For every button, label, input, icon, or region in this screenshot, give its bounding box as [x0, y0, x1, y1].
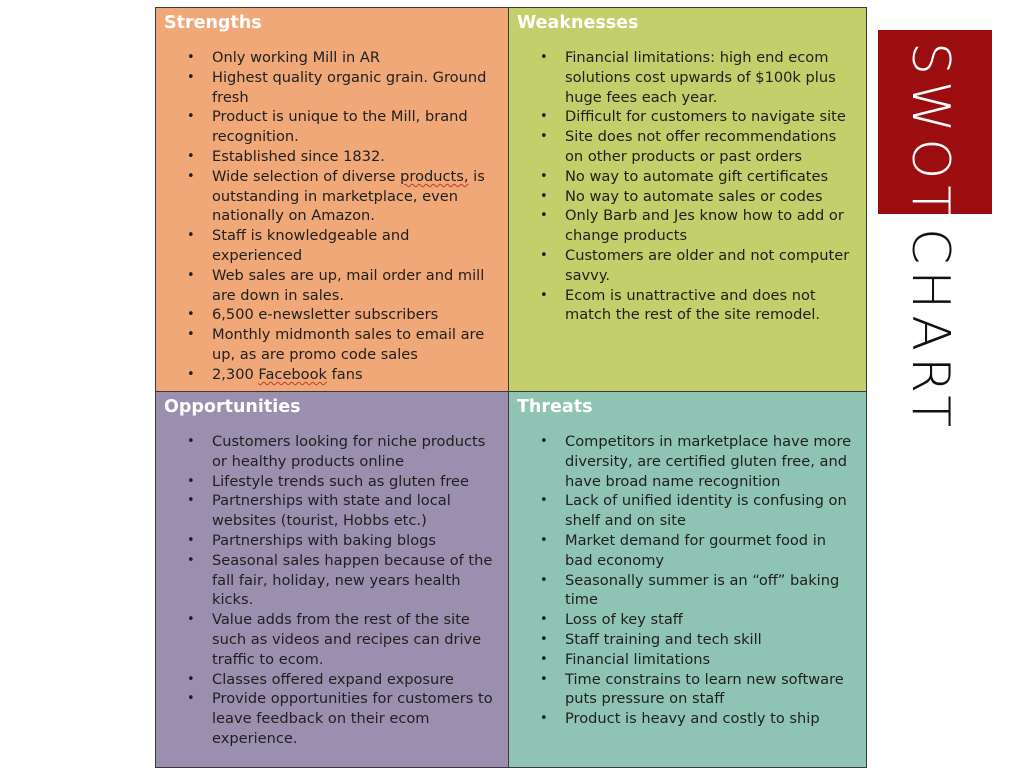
list-item: • Staff training and tech skill [537, 630, 858, 650]
list-item: • Wide selection of diverse products, is outstanding in marketplace, even nationally on Amazon. [184, 167, 500, 226]
list-item: • Site does not offer recommendations on other products or past orders [537, 127, 858, 167]
threats-quadrant [508, 391, 867, 768]
list-item: • Web sales are up, mail order and mill are down in sales. [184, 266, 500, 306]
list-item: • Partnerships with baking blogs [184, 531, 500, 551]
list-item: • Monthly midmonth sales to email are up, as are promo code sales [184, 325, 500, 365]
opportunities-title: Opportunities [164, 397, 301, 417]
list-item: • Financial limitations [537, 650, 858, 670]
list-item: • Financial limitations: high end ecom solutions cost upwards of $100k plus huge fees each year. [537, 48, 858, 107]
list-item: • Seasonal sales happen because of the fall fair, holiday, new years health kicks. [184, 551, 500, 610]
list-item: • Ecom is unattractive and does not match the rest of the site remodel. [537, 286, 858, 326]
list-item: • Staff is knowledgeable and experienced [184, 226, 500, 266]
list-item: • Seasonally summer is an “off” baking time [537, 571, 858, 611]
list-item: • Lifestyle trends such as gluten free [184, 472, 500, 492]
list-item: • Classes offered expand exposure [184, 670, 500, 690]
list-item: • Loss of key staff [537, 610, 858, 630]
opportunities-list [164, 432, 500, 749]
list-item: • Provide opportunities for customers to leave feedback on their ecom experience. [184, 689, 500, 748]
opportunities-quadrant [155, 391, 508, 768]
list-item: • Partnerships with state and local websites (tourist, Hobbs etc.) [184, 491, 500, 531]
threats-list [517, 432, 858, 729]
list-item: • Established since 1832. [184, 147, 500, 167]
list-item: • Market demand for gourmet food in bad economy [537, 531, 858, 571]
list-item: • Difficult for customers to navigate site [537, 107, 858, 127]
swot-grid [155, 7, 867, 768]
strengths-quadrant [155, 7, 508, 391]
list-item: • 2,300 Facebook fans [184, 365, 500, 385]
title-swot: SWOT [900, 42, 960, 224]
list-item: • Lack of unified identity is confusing on shelf and on site [537, 491, 858, 531]
list-item: • 6,500 e-newsletter subscribers [184, 305, 500, 325]
list-item: • Competitors in marketplace have more diversity, are certified gluten free, and have broad name recognition [537, 432, 858, 491]
title-chart: CHART [900, 228, 960, 434]
list-item: • No way to automate gift certificates [537, 167, 858, 187]
list-item: • Value adds from the rest of the site such as videos and recipes can drive traffic to ecom. [184, 610, 500, 669]
list-item: • Customers looking for niche products or healthy products online [184, 432, 500, 472]
list-item: • Highest quality organic grain. Ground fresh [184, 68, 500, 108]
list-item: • Product is unique to the Mill, brand recognition. [184, 107, 500, 147]
list-item: • Time constrains to learn new software puts pressure on staff [537, 670, 858, 710]
strengths-list [164, 48, 500, 385]
weaknesses-quadrant [508, 7, 867, 391]
strengths-title: Strengths [164, 13, 262, 33]
list-item: • Only Barb and Jes know how to add or change products [537, 206, 858, 246]
list-item: • Customers are older and not computer savvy. [537, 246, 858, 286]
list-item: • Product is heavy and costly to ship [537, 709, 858, 729]
weaknesses-list [517, 48, 858, 325]
list-item: • No way to automate sales or codes [537, 187, 858, 207]
list-item: • Only working Mill in AR [184, 48, 500, 68]
weaknesses-title: Weaknesses [517, 13, 639, 33]
threats-title: Threats [517, 397, 593, 417]
